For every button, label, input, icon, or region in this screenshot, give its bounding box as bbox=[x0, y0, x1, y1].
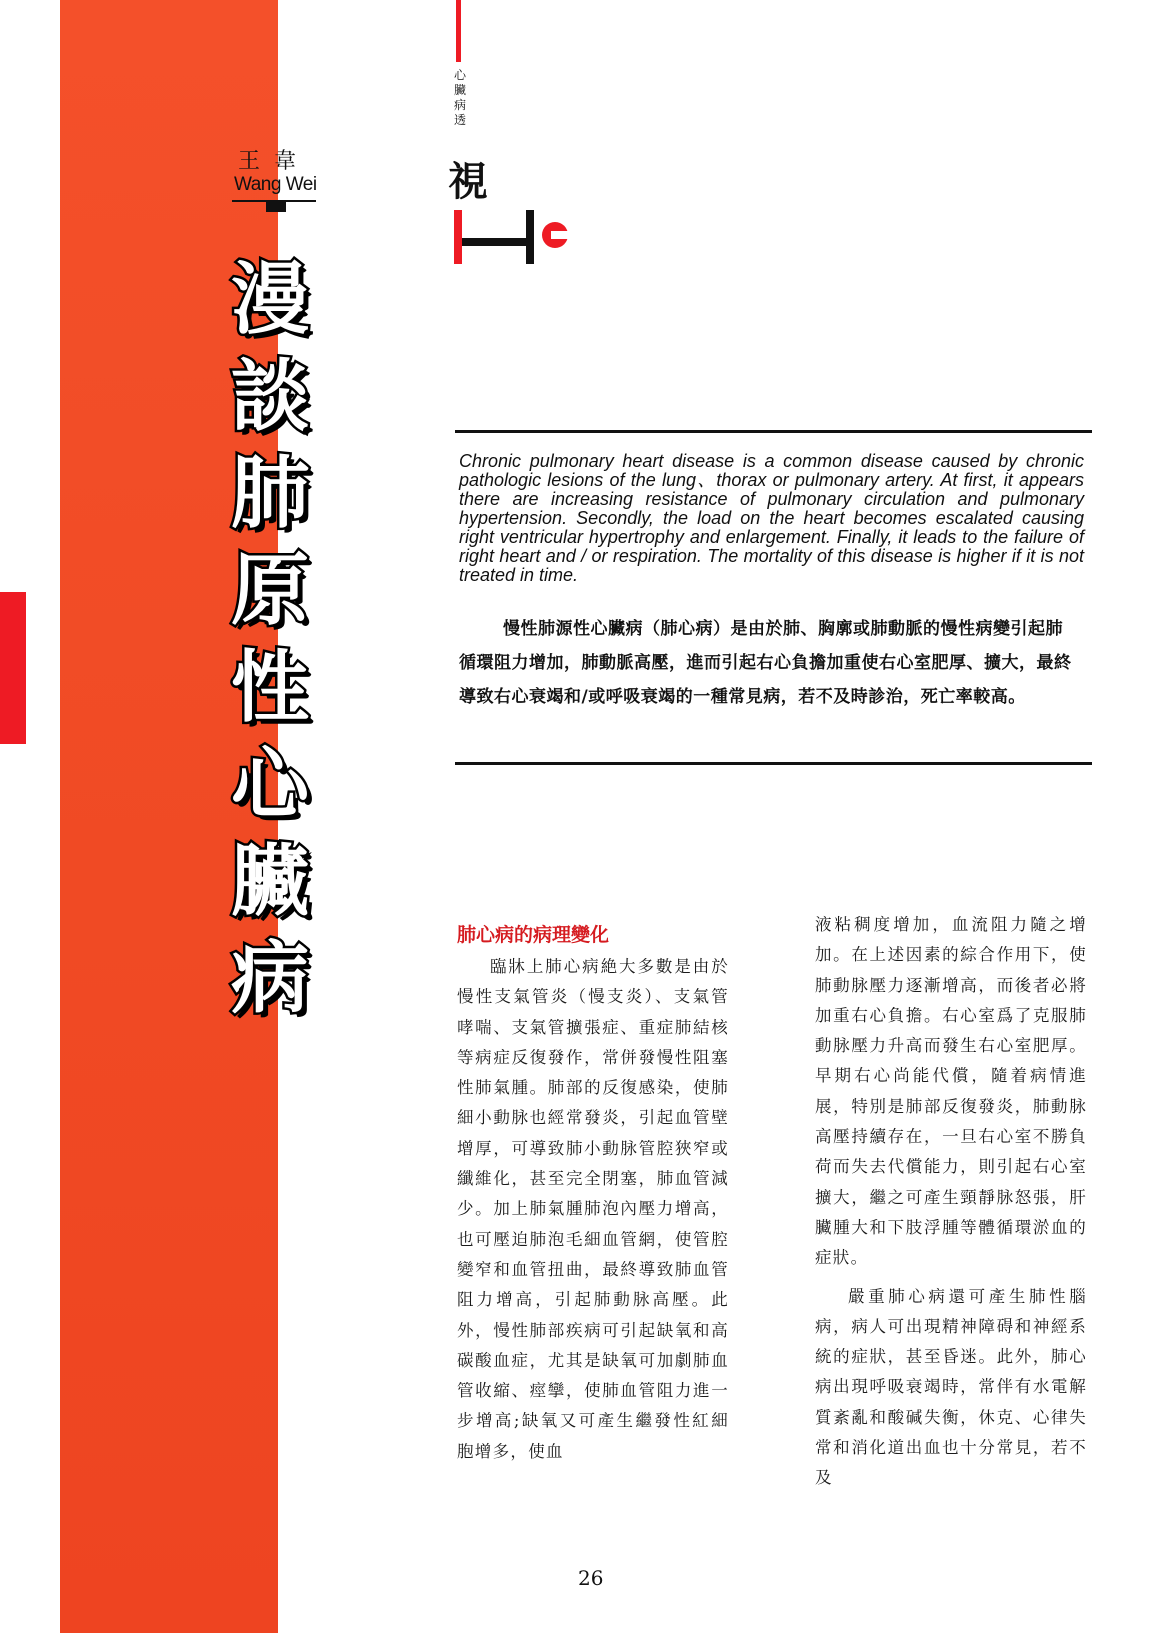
column-label-char: 臟 bbox=[454, 83, 467, 97]
column-label-char: 病 bbox=[454, 98, 467, 112]
hc-logo-crossbar bbox=[462, 238, 526, 246]
column-label-big-char: 視 bbox=[448, 158, 488, 205]
abstract-bottom-rule bbox=[455, 762, 1092, 765]
body-paragraph: 臨牀上肺心病絶大多數是由於慢性支氣管炎（慢支炎）、支氣管哮喘、支氣管擴張症、重症肺結核等病症反復發作，常併發慢性阻塞性肺氣腫。肺部的反復感染，使肺細小動脉也經常發炎，引起血管壁增厚，可導致肺小動脉管腔狹窄或纖維化，甚至完全閉塞，肺血管減少。加上肺氣腫肺泡內壓力增高，也可壓迫肺泡毛細血管網，使管腔變窄和血管扭曲，最終導致肺血管阻力增高，引起肺動脉高壓。此外，慢性肺部疾病可引起缺氧和高碳酸血症，尤其是缺氧可加劇肺血管收縮、痙攣，使肺血管阻力進一步增高;缺氧又可產生繼發性紅細胞增多，使血 bbox=[457, 957, 729, 1461]
body-column-left bbox=[457, 952, 729, 1467]
title-char: 漫 bbox=[230, 255, 309, 345]
section-heading: 肺心病的病理變化 bbox=[457, 924, 610, 946]
body-paragraph: 嚴重肺心病還可產生肺性腦病，病人可出現精神障碍和神經系統的症狀，甚至昏迷。此外，肺心病出現呼吸衰竭時，常伴有水電解質紊亂和酸碱失衡，休克、心律失常和消化道出血也十分常見，若不及 bbox=[815, 1286, 1087, 1488]
column-label bbox=[454, 68, 468, 128]
left-edge-marker bbox=[0, 592, 26, 744]
body-column-right bbox=[815, 910, 1087, 1494]
body-paragraph: 液粘稠度增加，血流阻力隨之增加。在上述因素的綜合作用下，使肺動脉壓力逐漸增高，而後者必將加重右心負擔。右心室爲了克服肺動脉壓力升高而發生右心室肥厚。早期右心尚能代償，隨着病情進展，特別是肺部反復發炎，肺動脉高壓持續存在，一旦右心室不勝負荷而失去代償能力，則引起右心室擴大，繼之可產生頸靜脉怒張，肝臟腫大和下肢浮腫等體循環淤血的症狀。 bbox=[815, 915, 1087, 1268]
author-name-chinese: 王韋 bbox=[238, 149, 311, 174]
author-name-english: Wang Wei bbox=[234, 174, 317, 195]
author-underline-block bbox=[266, 202, 286, 212]
hc-logo-left-bar bbox=[454, 210, 462, 264]
title-char: 肺 bbox=[230, 449, 309, 539]
title-char: 原 bbox=[230, 546, 309, 636]
title-char: 談 bbox=[230, 352, 309, 442]
title-char: 臟 bbox=[230, 837, 309, 927]
article-title bbox=[220, 252, 320, 1028]
column-label-char: 透 bbox=[454, 113, 467, 127]
title-char: 病 bbox=[230, 934, 309, 1024]
hc-logo-c-icon bbox=[542, 222, 568, 248]
abstract-top-rule bbox=[455, 430, 1092, 433]
title-char: 心 bbox=[230, 740, 309, 830]
abstract-chinese: 慢性肺源性心臟病（肺心病）是由於肺、胸廓或肺動脈的慢性病變引起肺循環阻力增加，肺動脈高壓，進而引起右心負擔加重使右心室肥厚、擴大，最終導致右心衰竭和/或呼吸衰竭的一種常見病，若不及時診治，死亡率較高。 bbox=[459, 619, 1072, 707]
title-char: 性 bbox=[230, 643, 309, 733]
page-number: 26 bbox=[578, 1566, 604, 1590]
column-label-char: 心 bbox=[454, 68, 467, 82]
hc-logo-right-bar bbox=[526, 210, 534, 264]
abstract-english: Chronic pulmonary heart disease is a common disease caused by chronic pathologic lesions of the lung、thorax or pulmonary artery. At first, it appears there are increasing resistance of pulmonary circulation and pulmonary hypertension. Secondly, the load on the heart becomes escalated causing right ventricular hypertrophy and enlargement. Finally, it leads to the failure of right heart and / or respiration. The mortality of this disease is higher if it is not treated in time. bbox=[459, 451, 1084, 585]
column-label-rule bbox=[456, 0, 461, 62]
